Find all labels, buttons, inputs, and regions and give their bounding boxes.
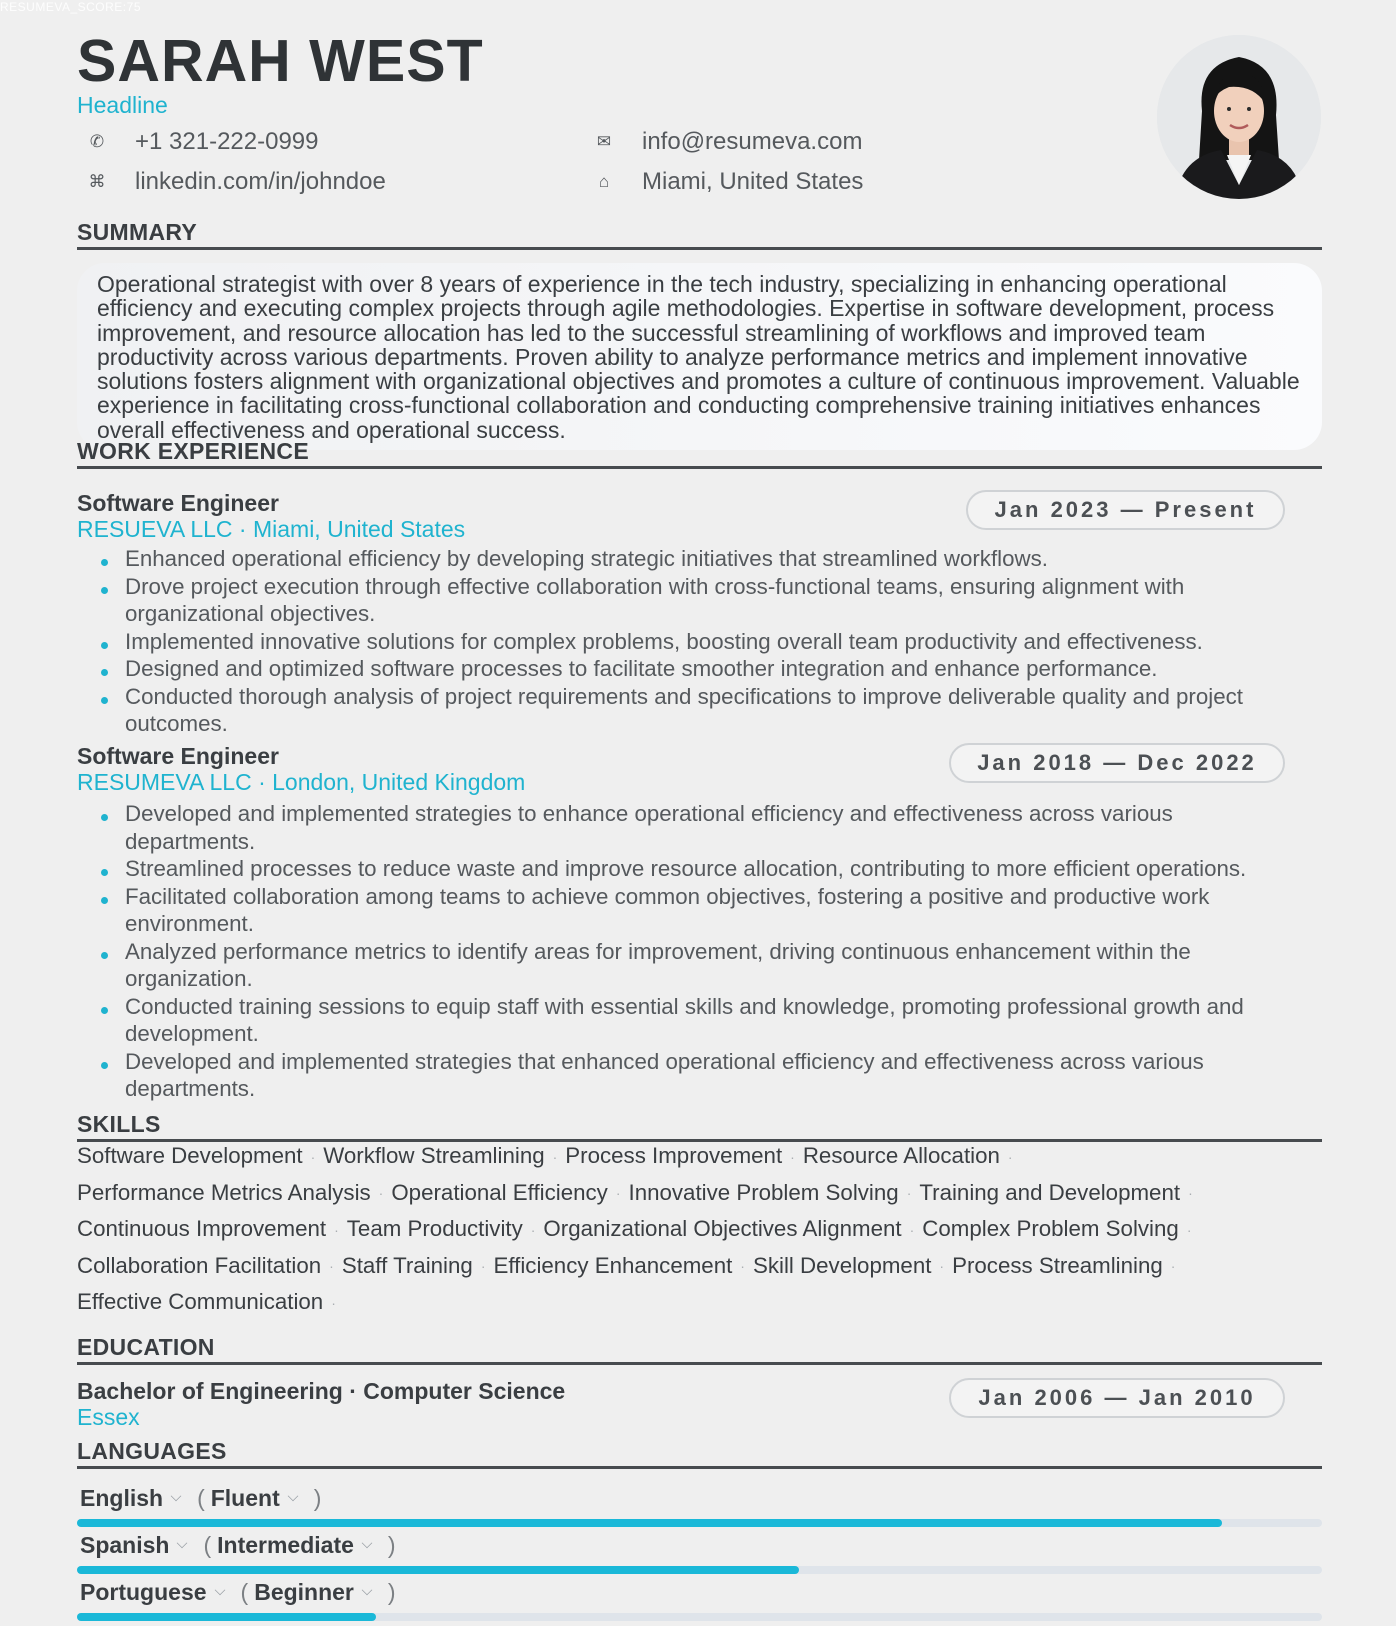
separator-dot: ·: [334, 1221, 339, 1238]
skill-label: Process Improvement: [565, 1143, 783, 1168]
paren-close: ): [387, 1532, 396, 1558]
list-item: Analyzed performance metrics to identify areas for improvement, driving continuous enhancement within the organization.: [77, 938, 1307, 993]
language-row: [80, 1485, 327, 1512]
separator-dot: ·: [615, 1185, 621, 1202]
chevron-down-icon[interactable]: [287, 1490, 298, 1501]
list-item: Enhanced operational efficiency by developing strategic initiatives that streamlined workflows.: [77, 545, 1307, 573]
list-item: Drove project execution through effective collaboration with cross-functional teams, ensuring alignment with organizational objectives.: [77, 573, 1307, 628]
home-icon: ⌂: [598, 172, 610, 191]
job-title: Software Engineer: [77, 743, 279, 769]
avatar: [1157, 35, 1321, 199]
list-item: Facilitated collaboration among teams to achieve common objectives, fostering a positive and productive work environment.: [77, 883, 1307, 938]
contact-linkedin: [77, 168, 386, 196]
summary-text: Operational strategist with over 8 years of experience in the tech industry, specializing in enhancing operational efficiency and executing complex projects through agile methodologies. Expertise in software development, process improvement, and resource allocation has led to the successful streamlining of workflows and improved team productivity across various departments. Proven ability to analyze performance metrics and implement innovative solutions fosters alignment with organizational objectives and promotes a culture of continuous improvement. Valuable experience in facilitating cross-functional collaboration and conducting comprehensive training initiatives enhances overall effectiveness and operational success.: [77, 263, 1322, 450]
school: Essex: [77, 1404, 140, 1430]
skill-label: Training and Development: [919, 1179, 1181, 1205]
skill-label: Workflow Streamlining: [323, 1143, 545, 1168]
separator-dot: ·: [552, 1148, 558, 1165]
language-name: English: [80, 1485, 164, 1511]
email-icon: ✉: [596, 132, 612, 151]
paren-open: (: [197, 1485, 205, 1511]
experience-heading: WORK EXPERIENCE: [77, 437, 1322, 469]
job-dates: Jan 2023 — Present: [966, 490, 1285, 530]
separator-dot: ·: [530, 1221, 536, 1238]
email-text: info@resumeva.com: [642, 128, 863, 155]
language-row: [80, 1532, 402, 1559]
separator-dot: ·: [740, 1258, 745, 1275]
skill-label: Efficiency Enhancement: [493, 1252, 733, 1278]
skill-item: [323, 1138, 557, 1175]
chevron-down-icon[interactable]: [171, 1490, 182, 1501]
skill-item: [629, 1175, 912, 1212]
skill-label: Operational Efficiency: [391, 1179, 608, 1205]
paren-close: ): [387, 1579, 396, 1605]
skill-label: Staff Training: [341, 1252, 473, 1278]
proficiency-fill: [77, 1519, 1222, 1527]
summary-heading: SUMMARY: [77, 218, 1322, 250]
separator-dot: ·: [939, 1258, 945, 1275]
skill-item: [922, 1211, 1191, 1248]
job-dates: Jan 2018 — Dec 2022: [949, 743, 1285, 783]
languages-heading: LANGUAGES: [77, 1437, 1322, 1469]
skill-item: [347, 1211, 536, 1248]
chevron-down-icon[interactable]: [362, 1584, 373, 1595]
job-company: RESUEVA LLC · Miami, United States: [77, 516, 466, 542]
skills-heading: SKILLS: [77, 1110, 1322, 1142]
education-dates: Jan 2006 — Jan 2010: [949, 1378, 1285, 1418]
skill-label: Effective Communication: [77, 1289, 324, 1315]
linkedin-text: linkedin.com/in/johndoe: [135, 168, 386, 195]
skill-label: Continuous Improvement: [77, 1216, 327, 1242]
skill-item: [342, 1248, 486, 1285]
skill-item: [77, 1138, 315, 1175]
contact-location: [584, 168, 863, 196]
degree: Bachelor of Engineering · Computer Science: [77, 1378, 566, 1404]
job-title: Software Engineer: [77, 490, 279, 516]
list-item: Streamlined processes to reduce waste and improve resource allocation, contributing to more efficient operations.: [77, 855, 1307, 883]
list-item: Developed and implemented strategies that enhanced operational efficiency and effectiveness across various departments.: [77, 1048, 1307, 1103]
skill-item: [565, 1138, 795, 1175]
language-row: [80, 1579, 402, 1606]
candidate-name: SARAH WEST: [77, 28, 484, 94]
paren-open: (: [203, 1532, 212, 1558]
list-item: Designed and optimized software processes to facilitate smoother integration and enhance performance.: [77, 655, 1307, 683]
list-item: Conducted thorough analysis of project requirements and specifications to improve deliverable quality and project outcomes.: [77, 683, 1307, 738]
separator-dot: ·: [378, 1185, 384, 1202]
skill-item: [77, 1248, 334, 1285]
paren-open: (: [240, 1579, 249, 1605]
separator-dot: ·: [1186, 1221, 1192, 1238]
phone-text: +1 321-222-0999: [135, 128, 319, 155]
proficiency-track: [77, 1613, 1322, 1621]
separator-dot: ·: [1170, 1258, 1176, 1275]
skill-item: [952, 1248, 1175, 1285]
skill-label: Organizational Objectives Alignment: [543, 1216, 902, 1242]
separator-dot: ·: [1007, 1148, 1013, 1165]
separator-dot: ·: [310, 1148, 316, 1165]
skill-item: [77, 1211, 339, 1248]
separator-dot: ·: [906, 1185, 912, 1202]
separator-dot: ·: [480, 1258, 486, 1275]
chevron-down-icon[interactable]: [362, 1537, 373, 1548]
education-heading: EDUCATION: [77, 1333, 1322, 1365]
skill-label: Resource Allocation: [802, 1143, 1000, 1168]
score-label: RESUMEVA_SCORE:75: [0, 0, 141, 14]
language-name: Spanish: [80, 1532, 170, 1558]
proficiency-fill: [77, 1566, 799, 1574]
proficiency-fill: [77, 1613, 376, 1621]
separator-dot: ·: [790, 1148, 795, 1165]
proficiency-track: [77, 1566, 1322, 1574]
proficiency-track: [77, 1519, 1322, 1527]
skill-label: Skill Development: [752, 1252, 932, 1278]
contact-phone: [77, 128, 319, 156]
job-bullets: [77, 800, 1307, 1103]
contact-email: [584, 128, 862, 156]
skill-item: [391, 1175, 620, 1212]
skill-item: [753, 1248, 944, 1285]
language-name: Portuguese: [80, 1579, 207, 1605]
linkedin-icon: ⌘: [88, 172, 106, 191]
skill-item: [543, 1211, 914, 1248]
chevron-down-icon[interactable]: [214, 1584, 225, 1595]
location-text: Miami, United States: [642, 168, 864, 195]
separator-dot: ·: [909, 1221, 915, 1238]
language-level: Beginner: [254, 1579, 354, 1605]
skill-item: [803, 1138, 1013, 1175]
separator-dot: ·: [329, 1258, 334, 1275]
list-item: Developed and implemented strategies to enhance operational efficiency and effectiveness across various departments.: [77, 800, 1307, 855]
language-level: Fluent: [210, 1485, 280, 1511]
skill-item: [919, 1175, 1192, 1212]
language-level: Intermediate: [217, 1532, 354, 1558]
headline: Headline: [77, 92, 168, 118]
skill-label: Complex Problem Solving: [922, 1216, 1179, 1242]
skill-label: Team Productivity: [346, 1216, 523, 1242]
chevron-down-icon[interactable]: [177, 1537, 188, 1548]
skill-label: Collaboration Facilitation: [77, 1252, 322, 1278]
skill-item: [493, 1248, 744, 1285]
skills-list: [77, 1138, 1257, 1321]
list-item: Conducted training sessions to equip staff with essential skills and knowledge, promoting professional growth and development.: [77, 993, 1307, 1048]
skill-label: Software Development: [77, 1143, 303, 1168]
separator-dot: ·: [1188, 1185, 1193, 1202]
phone-icon: ✆: [89, 132, 105, 151]
skill-label: Innovative Problem Solving: [628, 1179, 899, 1205]
skill-item: [77, 1284, 336, 1321]
paren-close: ): [313, 1485, 322, 1511]
skill-label: Process Streamlining: [952, 1252, 1163, 1278]
separator-dot: ·: [331, 1295, 336, 1312]
job-company: RESUMEVA LLC · London, United Kingdom: [77, 769, 526, 795]
list-item: Implemented innovative solutions for complex problems, boosting overall team productivity and effectiveness.: [77, 628, 1307, 656]
skill-item: [77, 1175, 383, 1212]
skill-label: Performance Metrics Analysis: [77, 1179, 371, 1205]
job-bullets: [77, 545, 1307, 738]
